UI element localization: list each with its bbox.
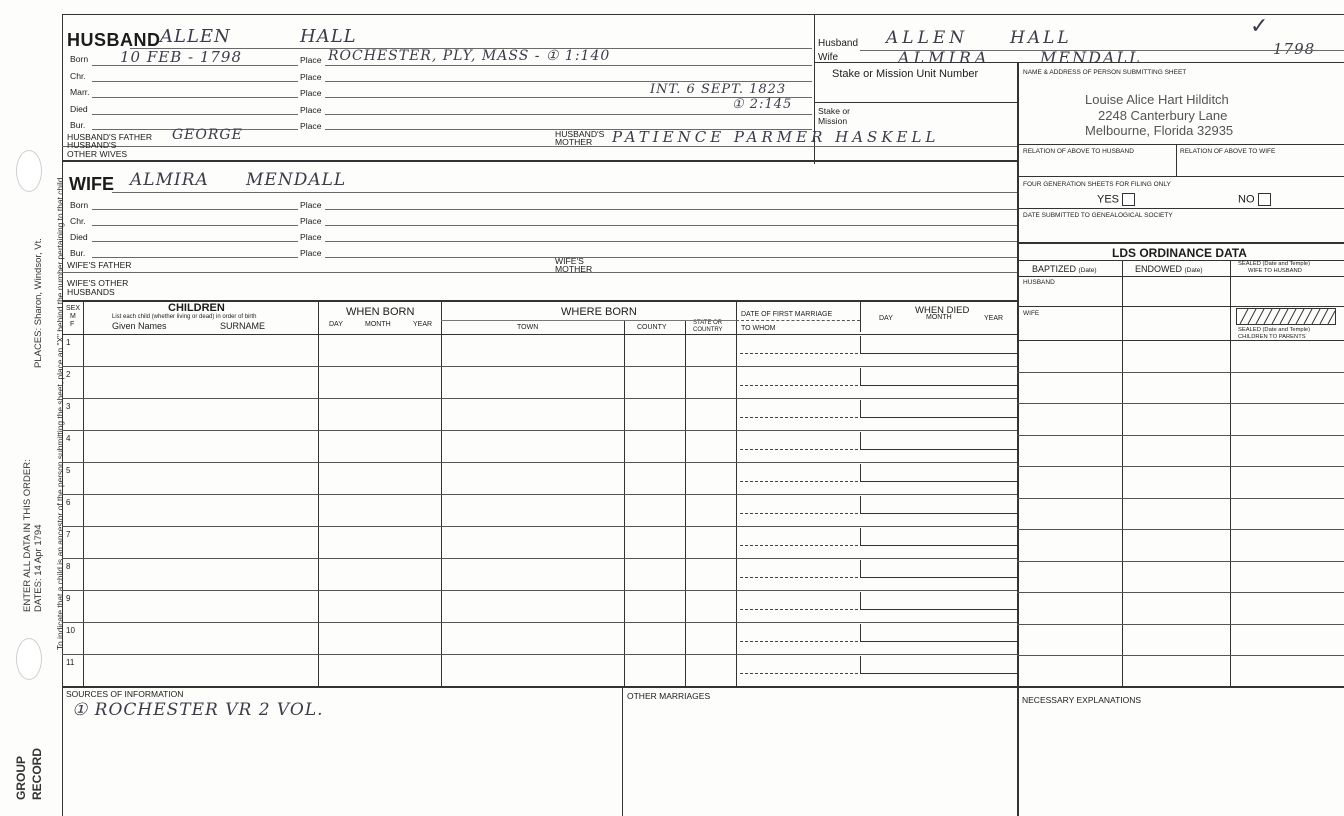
lds-title: LDS ORDINANCE DATA [1112,246,1247,260]
children-title: CHILDREN [168,302,225,314]
husband-chr-place-label: Place [300,72,322,82]
relation-wife-label: RELATION OF ABOVE TO WIFE [1180,148,1276,155]
husband-born-date[interactable]: 10 FEB - 1798 [120,48,243,66]
husband-marr-label: Marr. [70,87,90,97]
child-marriage-dash [740,513,858,514]
date-submitted-label: DATE SUBMITTED TO GENEALOGICAL SOCIETY [1023,212,1173,219]
frame-left [62,14,63,816]
baptized-date-paren: (Date) [1078,267,1097,274]
child-died-box[interactable] [860,400,1018,418]
explanations-label: NECESSARY EXPLANATIONS [1022,695,1142,705]
wife-chr-place-label: Place [300,216,322,226]
lds-row-line [1017,561,1344,562]
child-died-box[interactable] [860,560,1018,578]
yes-option[interactable] [1097,193,1135,206]
endowed-label [1135,264,1203,274]
child-row-number: 9 [66,594,71,603]
lds-row-line [1017,403,1344,404]
sealed-hatch [1236,308,1336,325]
child-row-line [62,590,1017,591]
submitter-city: Melbourne, Florida 32935 [1085,123,1234,138]
lds-row-line [1017,435,1344,436]
right-husband-label: Husband [818,38,859,49]
right-husband-first[interactable]: ALLEN [886,28,969,48]
husband-born-place[interactable]: ROCHESTER, PLY, MASS - ① 1:140 [328,48,611,64]
punch-hole-top [16,150,42,192]
when-born-label: WHEN BORN [346,306,415,318]
child-row-number: 8 [66,562,71,571]
yes-label: YES [1097,193,1120,206]
no-option[interactable] [1238,193,1271,206]
husband-father-value[interactable]: GEORGE [172,127,243,143]
year-note: 1798 [1273,40,1316,58]
town-label: TOWN [517,324,539,331]
child-died-box[interactable] [860,336,1018,354]
wife-died-label: Died [70,232,88,242]
wife-chr-label: Chr. [70,216,86,226]
child-row-number: 3 [66,402,71,411]
child-row-line [62,366,1017,367]
child-row-line [62,398,1017,399]
child-died-box[interactable] [860,432,1018,450]
right-husband-last[interactable]: HALL [1010,28,1072,48]
husband-chr-label: Chr. [70,71,86,81]
where-born-label: WHERE BORN [561,306,637,318]
born-day-label: DAY [329,321,343,328]
husband-father-label: HUSBAND'S FATHER [67,132,153,142]
wife-born-place-label: Place [300,200,322,210]
wife-first-name[interactable]: ALMIRA [130,170,209,190]
child-row-line [62,654,1017,655]
endowed-date-paren: (Date) [1184,267,1203,274]
lds-wife-row-label: WIFE [1023,310,1040,317]
lds-row-line [1017,466,1344,467]
child-row-line [62,430,1017,431]
children-subtitle: List each child (whether living or dead) in order of birth [112,314,257,320]
husband-died-label: Died [70,104,88,114]
name-address-label: NAME & ADDRESS OF PERSON SUBMITTING SHEET [1023,69,1187,76]
sex-f-label: F [70,321,75,328]
child-row-line [62,558,1017,559]
husband-born-place-label: Place [300,55,322,65]
husband-heading: HUSBAND [67,30,161,50]
mission-label: Mission [818,116,848,126]
yes-checkbox[interactable] [1122,193,1135,206]
right-wife-label: Wife [818,52,838,63]
child-died-box[interactable] [860,464,1018,482]
wife-last-name[interactable]: MENDALL [246,170,347,190]
husband-other-wives-1: HUSBAND'S [67,140,117,150]
no-checkbox[interactable] [1258,193,1271,206]
stake-unit-label: Stake or Mission Unit Number [832,68,979,80]
husband-marr-place-label: Place [300,88,322,98]
side-record: RECORD [30,747,44,800]
submitter-name: Louise Alice Hart Hilditch [1085,92,1229,107]
husband-mother-value[interactable]: PATIENCE PARMER HASKELL [612,128,940,146]
child-row-number: 11 [66,658,75,667]
child-marriage-dash [740,641,858,642]
when-died-label: WHEN DIED [915,305,970,316]
side-dates: DATES: 14 Apr 1794 [33,524,44,612]
child-row-line [62,494,1017,495]
husband-last-name[interactable]: HALL [300,26,357,47]
wife-heading: WIFE [69,174,114,194]
lds-row-line [1017,529,1344,530]
no-label: NO [1238,193,1255,206]
died-day-label: DAY [879,315,893,322]
lds-row-line [1017,592,1344,593]
child-marriage-dash [740,673,858,674]
relation-husband-label: RELATION OF ABOVE TO HUSBAND [1023,148,1134,155]
check-mark: ✓ [1250,14,1270,39]
child-row-number: 1 [66,338,71,347]
child-row-number: 2 [66,370,71,379]
right-wife-first[interactable]: ALMIRA [898,48,991,67]
baptized-label [1032,264,1097,274]
county-label: COUNTY [637,324,667,331]
given-names-label: Given Names [112,321,167,331]
child-died-box[interactable] [860,592,1018,610]
child-marriage-dash [740,353,858,354]
sealed-children-label-2: CHILDREN TO PARENTS [1238,334,1306,340]
husband-other-wives-2: OTHER WIVES [67,149,128,159]
side-enter-all: ENTER ALL DATA IN THIS ORDER: [22,459,33,612]
lds-row-line [1017,498,1344,499]
wife-died-place-label: Place [300,232,322,242]
other-marriages-label: OTHER MARRIAGES [627,691,711,701]
frame-top [62,14,1344,15]
child-row-line [62,462,1017,463]
lds-husband-row-label: HUSBAND [1023,279,1055,286]
state-label-1: STATE OR [693,320,723,326]
child-marriage-dash [740,449,858,450]
punch-hole-bottom [16,638,42,680]
child-marriage-dash [740,385,858,386]
wife-other-label-2: HUSBANDS [67,287,115,297]
child-died-box[interactable] [860,656,1018,674]
died-year-label: YEAR [984,315,1004,322]
wife-other-label-1: WIFE'S OTHER [67,278,129,288]
side-group: GROUP [14,755,28,800]
child-marriage-dash [740,481,858,482]
child-died-box[interactable] [860,528,1018,546]
child-marriage-dash [740,609,858,610]
husband-born-label: Born [70,54,89,64]
husband-marr-note[interactable]: INT. 6 SEPT. 1823 [650,82,787,97]
right-wife-last[interactable]: MENDALL [1040,48,1142,67]
sources-value[interactable]: ① ROCHESTER VR 2 VOL. [72,700,324,720]
side-places: PLACES: Sharon, Windsor, Vt. [33,238,44,368]
husband-bur-label: Bur. [70,120,86,130]
lds-row-line [1017,624,1344,625]
husband-died-place-label: Place [300,105,322,115]
child-died-box[interactable] [860,368,1018,386]
born-month-label: MONTH [365,321,391,328]
child-row-number: 5 [66,466,71,475]
first-marriage-label: DATE OF FIRST MARRIAGE [741,311,833,318]
sources-label: SOURCES OF INFORMATION [66,689,184,699]
lds-row-line [1017,655,1344,656]
wife-mother-label-1: WIFE'S [555,256,584,266]
child-died-box[interactable] [860,624,1018,642]
stake-or-label: Stake or [818,106,851,116]
wife-mother-label-2: MOTHER [555,264,593,274]
husband-first-name[interactable]: ALLEN [160,26,231,47]
endowed-text: ENDOWED [1135,264,1182,274]
state-label-2: COUNTRY [693,327,723,333]
born-year-label: YEAR [413,321,433,328]
child-marriage-dash [740,417,858,418]
four-gen-label: FOUR GENERATION SHEETS FOR FILING ONLY [1023,181,1171,188]
child-row-number: 7 [66,530,71,539]
sealed-children-label-1: SEALED (Date and Temple) [1238,327,1311,333]
child-row-number: 4 [66,434,71,443]
husband-mother-label-2: MOTHER [555,137,593,147]
husband-mother-label-1: HUSBAND'S [555,129,605,139]
child-marriage-dash [740,545,858,546]
side-indicate: To indicate that a child is an ancestor of the person submitting the sheet, place an "X" behind the number pertaining to that child. [55,175,65,650]
sex-label: SEX [66,305,81,312]
died-month-label: MONTH [926,314,952,321]
child-row-number: 6 [66,498,71,507]
child-row-line [62,622,1017,623]
sealed-wife-label-2: WIFE TO HUSBAND [1248,268,1302,274]
husband-marr-ref[interactable]: ① 2:145 [732,97,793,112]
child-died-box[interactable] [860,496,1018,514]
to-whom-label: TO WHOM [741,325,776,332]
wife-father-label: WIFE'S FATHER [67,260,132,270]
wife-bur-label: Bur. [70,248,86,258]
sealed-wife-label-1: SEALED (Date and Temple) [1238,261,1311,267]
child-marriage-dash [740,577,858,578]
sex-m-label: M [70,313,76,320]
child-row-number: 10 [66,626,75,635]
surname-label: SURNAME [220,321,266,331]
husband-bur-place-label: Place [300,121,322,131]
wife-born-label: Born [70,200,89,210]
child-row-line [62,526,1017,527]
baptized-text: BAPTIZED [1032,264,1077,274]
submitter-street: 2248 Canterbury Lane [1098,108,1228,123]
lds-row-line [1017,372,1344,373]
wife-bur-place-label: Place [300,248,322,258]
